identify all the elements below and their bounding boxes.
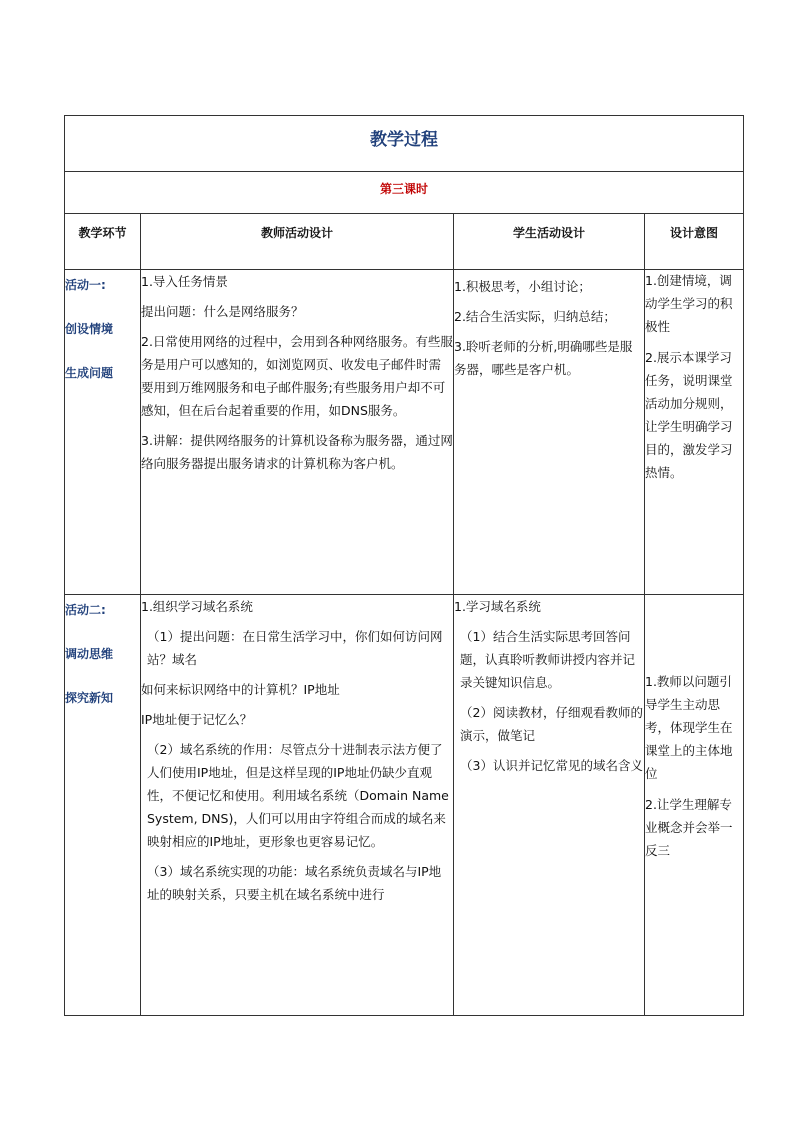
stage-label: 探究新知: [65, 691, 114, 705]
stage-label: 生成问题: [65, 366, 114, 380]
stage-label: 创设情境: [65, 322, 114, 336]
header-cell: [141, 214, 454, 270]
student-cell: [454, 270, 645, 595]
teacher-text: 提出问题：什么是网络服务？: [141, 304, 304, 319]
intent-cell: [645, 270, 744, 595]
student-text: （1）结合生活实际思考回答问题，认真聆听教师讲授内容并记录关键知识信息。: [460, 629, 636, 690]
header-cell: [454, 214, 645, 270]
teacher-text: （1）提出问题：在日常生活学习中，你们如何访问网站？域名: [147, 629, 443, 667]
teacher-text: 1.组织学习域名系统: [141, 599, 253, 614]
title-cell: [65, 116, 744, 172]
student-text: （3）认识并记忆常见的域名含义: [460, 758, 643, 773]
student-text: 1.积极思考，小组讨论；: [454, 279, 591, 294]
teacher-text: （2）域名系统的作用：尽管点分十进制表示法方便了人们使用IP地址，但是这样呈现的IP地址仍缺少直观性，不便记忆和使用。利用域名系统（Domain Name System, DNS)，人们可以用由字符组合而成的域名来映射相应的IP地址，更形象也更容易记忆。: [147, 742, 449, 849]
stage-cell: [65, 595, 141, 1016]
student-text: 2.结合生活实际，归纳总结；: [454, 309, 616, 324]
header-row: [65, 214, 744, 270]
header-student: 学生活动设计: [512, 226, 585, 240]
teacher-text: 如何来标识网络中的计算机？IP地址: [141, 682, 340, 697]
intent-text: 2.展示本课学习任务，说明课堂活动加分规则，让学生明确学习目的，激发学习热情。: [645, 350, 733, 480]
session-cell: [65, 172, 744, 214]
student-text: （2）阅读教材，仔细观看教师的演示，做笔记: [460, 705, 643, 743]
header-cell: [645, 214, 744, 270]
teacher-text: 2.日常使用网络的过程中，会用到各种网络服务。有些服务是用户可以感知的，如浏览网页、收发电子邮件时需要用到万维网服务和电子邮件服务;有些服务用户却不可感知，但在后台起着重要的作用，如DNS服务。: [141, 334, 453, 418]
student-cell: [454, 595, 645, 1016]
stage-label: 活动一:: [65, 278, 106, 292]
header-cell: [65, 214, 141, 270]
stage-cell: [65, 270, 141, 595]
table-row: [65, 595, 744, 1016]
teacher-text: IP地址便于记忆么？: [141, 712, 253, 727]
header-intent: 设计意图: [669, 226, 718, 240]
teacher-text: （3）域名系统实现的功能：域名系统负责域名与IP地址的映射关系，只要主机在域名系统中进行: [147, 864, 442, 902]
teacher-text: 1.导入任务情景: [141, 274, 228, 289]
teacher-cell: [141, 595, 454, 1016]
teacher-cell: [141, 270, 454, 595]
intent-text: 2.让学生理解专业概念并会举一反三: [645, 797, 733, 858]
student-text: 1.学习域名系统: [454, 599, 541, 614]
session-label: 第三课时: [379, 182, 428, 196]
teacher-text: 3.讲解：提供网络服务的计算机设备称为服务器，通过网络向服务器提出服务请求的计算机称为客户机。: [141, 433, 453, 471]
lesson-process-table: [64, 115, 744, 1016]
intent-text: 1.教师以问题引导学生主动思考，体现学生在课堂上的主体地位: [645, 674, 733, 781]
table-row: [65, 270, 744, 595]
student-text: 3.聆听老师的分析,明确哪些是服务器，哪些是客户机。: [454, 339, 633, 377]
header-stage: 教学环节: [78, 226, 127, 240]
stage-label: 活动二:: [65, 603, 106, 617]
header-teacher: 教师活动设计: [260, 226, 333, 240]
stage-label: 调动思维: [65, 647, 114, 661]
intent-text: 1.创建情境，调动学生学习的积极性: [645, 273, 733, 334]
page-title: 教学过程: [370, 130, 438, 150]
intent-cell: [645, 595, 744, 1016]
